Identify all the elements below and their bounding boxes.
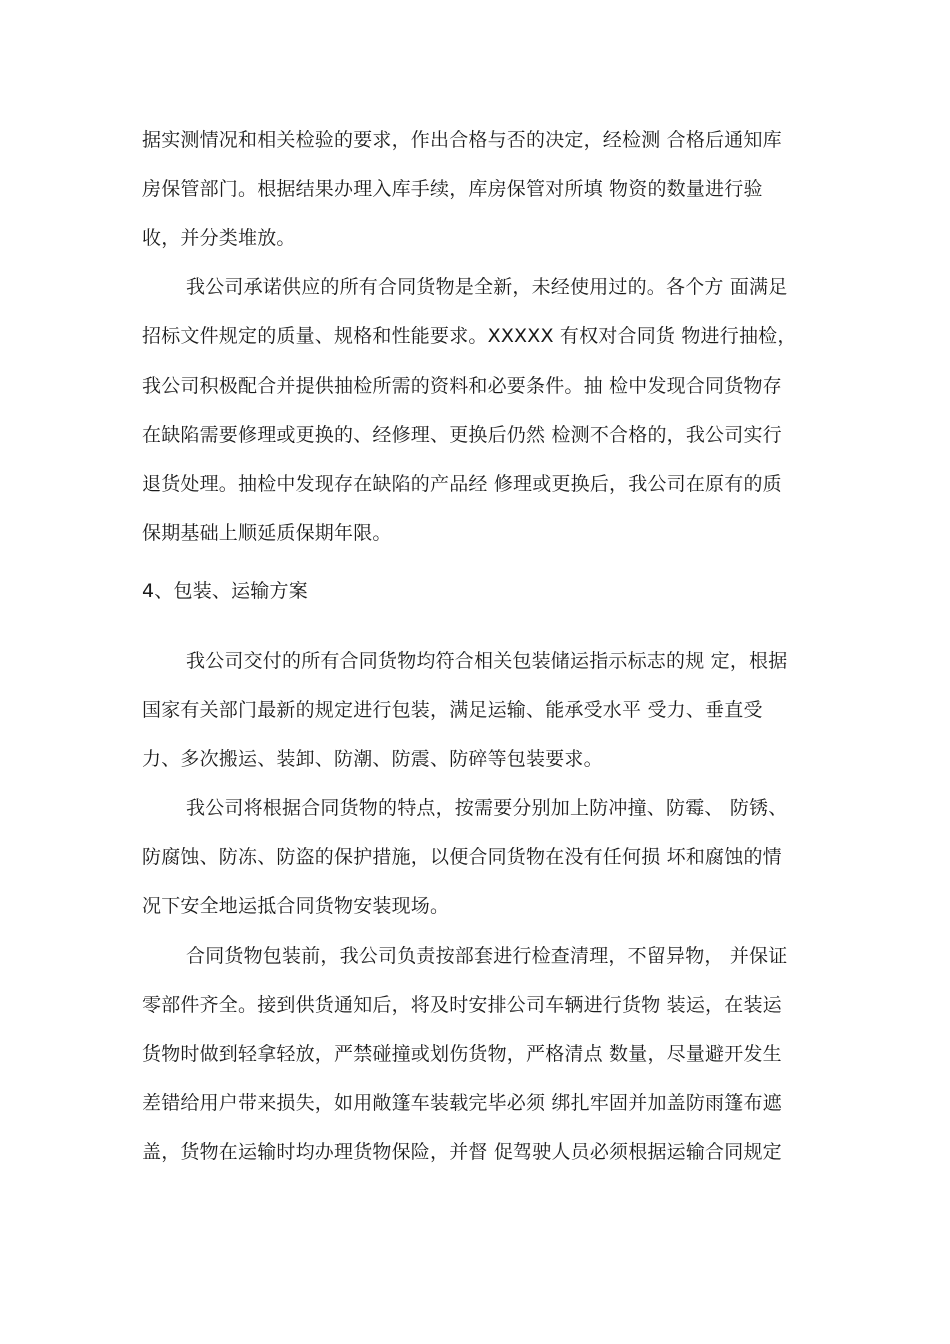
text-line: 收，并分类堆放。 — [142, 227, 296, 249]
text-line: 我公司积极配合并提供抽检所需的资料和必要条件。抽 检中发现合同货物存 — [142, 375, 782, 397]
text-line: 况下安全地运抵合同货物安装现场。 — [142, 895, 450, 917]
text-line: 差错给用户带来损失，如用敞篷车装载完毕必须 绑扎牢固并加盖防雨篷布遮 — [142, 1092, 782, 1114]
paragraph-start-line: 我公司将根据合同货物的特点，按需要分别加上防冲撞、防霉、 防锈、 — [186, 797, 788, 819]
text-line: 据实测情况和相关检验的要求，作出合格与否的决定，经检测 合格后通知库 — [142, 129, 782, 151]
text-line: 保期基础上顺延质保期年限。 — [142, 522, 392, 544]
text-line: 房保管部门。根据结果办理入库手续，库房保管对所填 物资的数量进行验 — [142, 178, 763, 200]
section-heading: 4、包装、运输方案 — [142, 580, 308, 602]
text-line: 盖，货物在运输时均办理货物保险，并督 促驾驶人员必须根据运输合同规定 — [142, 1141, 782, 1163]
paragraph-start-line: 我公司交付的所有合同货物均符合相关包装储运指示标志的规 定，根据 — [186, 650, 788, 672]
text-line: 退货处理。抽检中发现存在缺陷的产品经 修理或更换后，我公司在原有的质 — [142, 473, 782, 495]
text-line: 招标文件规定的质量、规格和性能要求。XXXXX 有权对合同货 物进行抽检， — [142, 325, 797, 347]
text-line: 货物时做到轻拿轻放，严禁碰撞或划伤货物，严格清点 数量，尽量避开发生 — [142, 1043, 782, 1065]
text-line: 国家有关部门最新的规定进行包装，满足运输、能承受水平 受力、垂直受 — [142, 699, 763, 721]
text-line: 防腐蚀、防冻、防盗的保护措施，以便合同货物在没有任何损 坏和腐蚀的情 — [142, 846, 782, 868]
text-line: 在缺陷需要修理或更换的、经修理、更换后仍然 检测不合格的，我公司实行 — [142, 424, 782, 446]
paragraph-start-line: 合同货物包装前，我公司负责按部套进行检查清理，不留异物， 并保证 — [186, 945, 788, 967]
text-line: 力、多次搬运、装卸、防潮、防震、防碎等包装要求。 — [142, 748, 603, 770]
paragraph-start-line: 我公司承诺供应的所有合同货物是全新，未经使用过的。各个方 面满足 — [186, 276, 788, 298]
text-line: 零部件齐全。接到供货通知后，将及时安排公司车辆进行货物 装运，在装运 — [142, 994, 782, 1016]
